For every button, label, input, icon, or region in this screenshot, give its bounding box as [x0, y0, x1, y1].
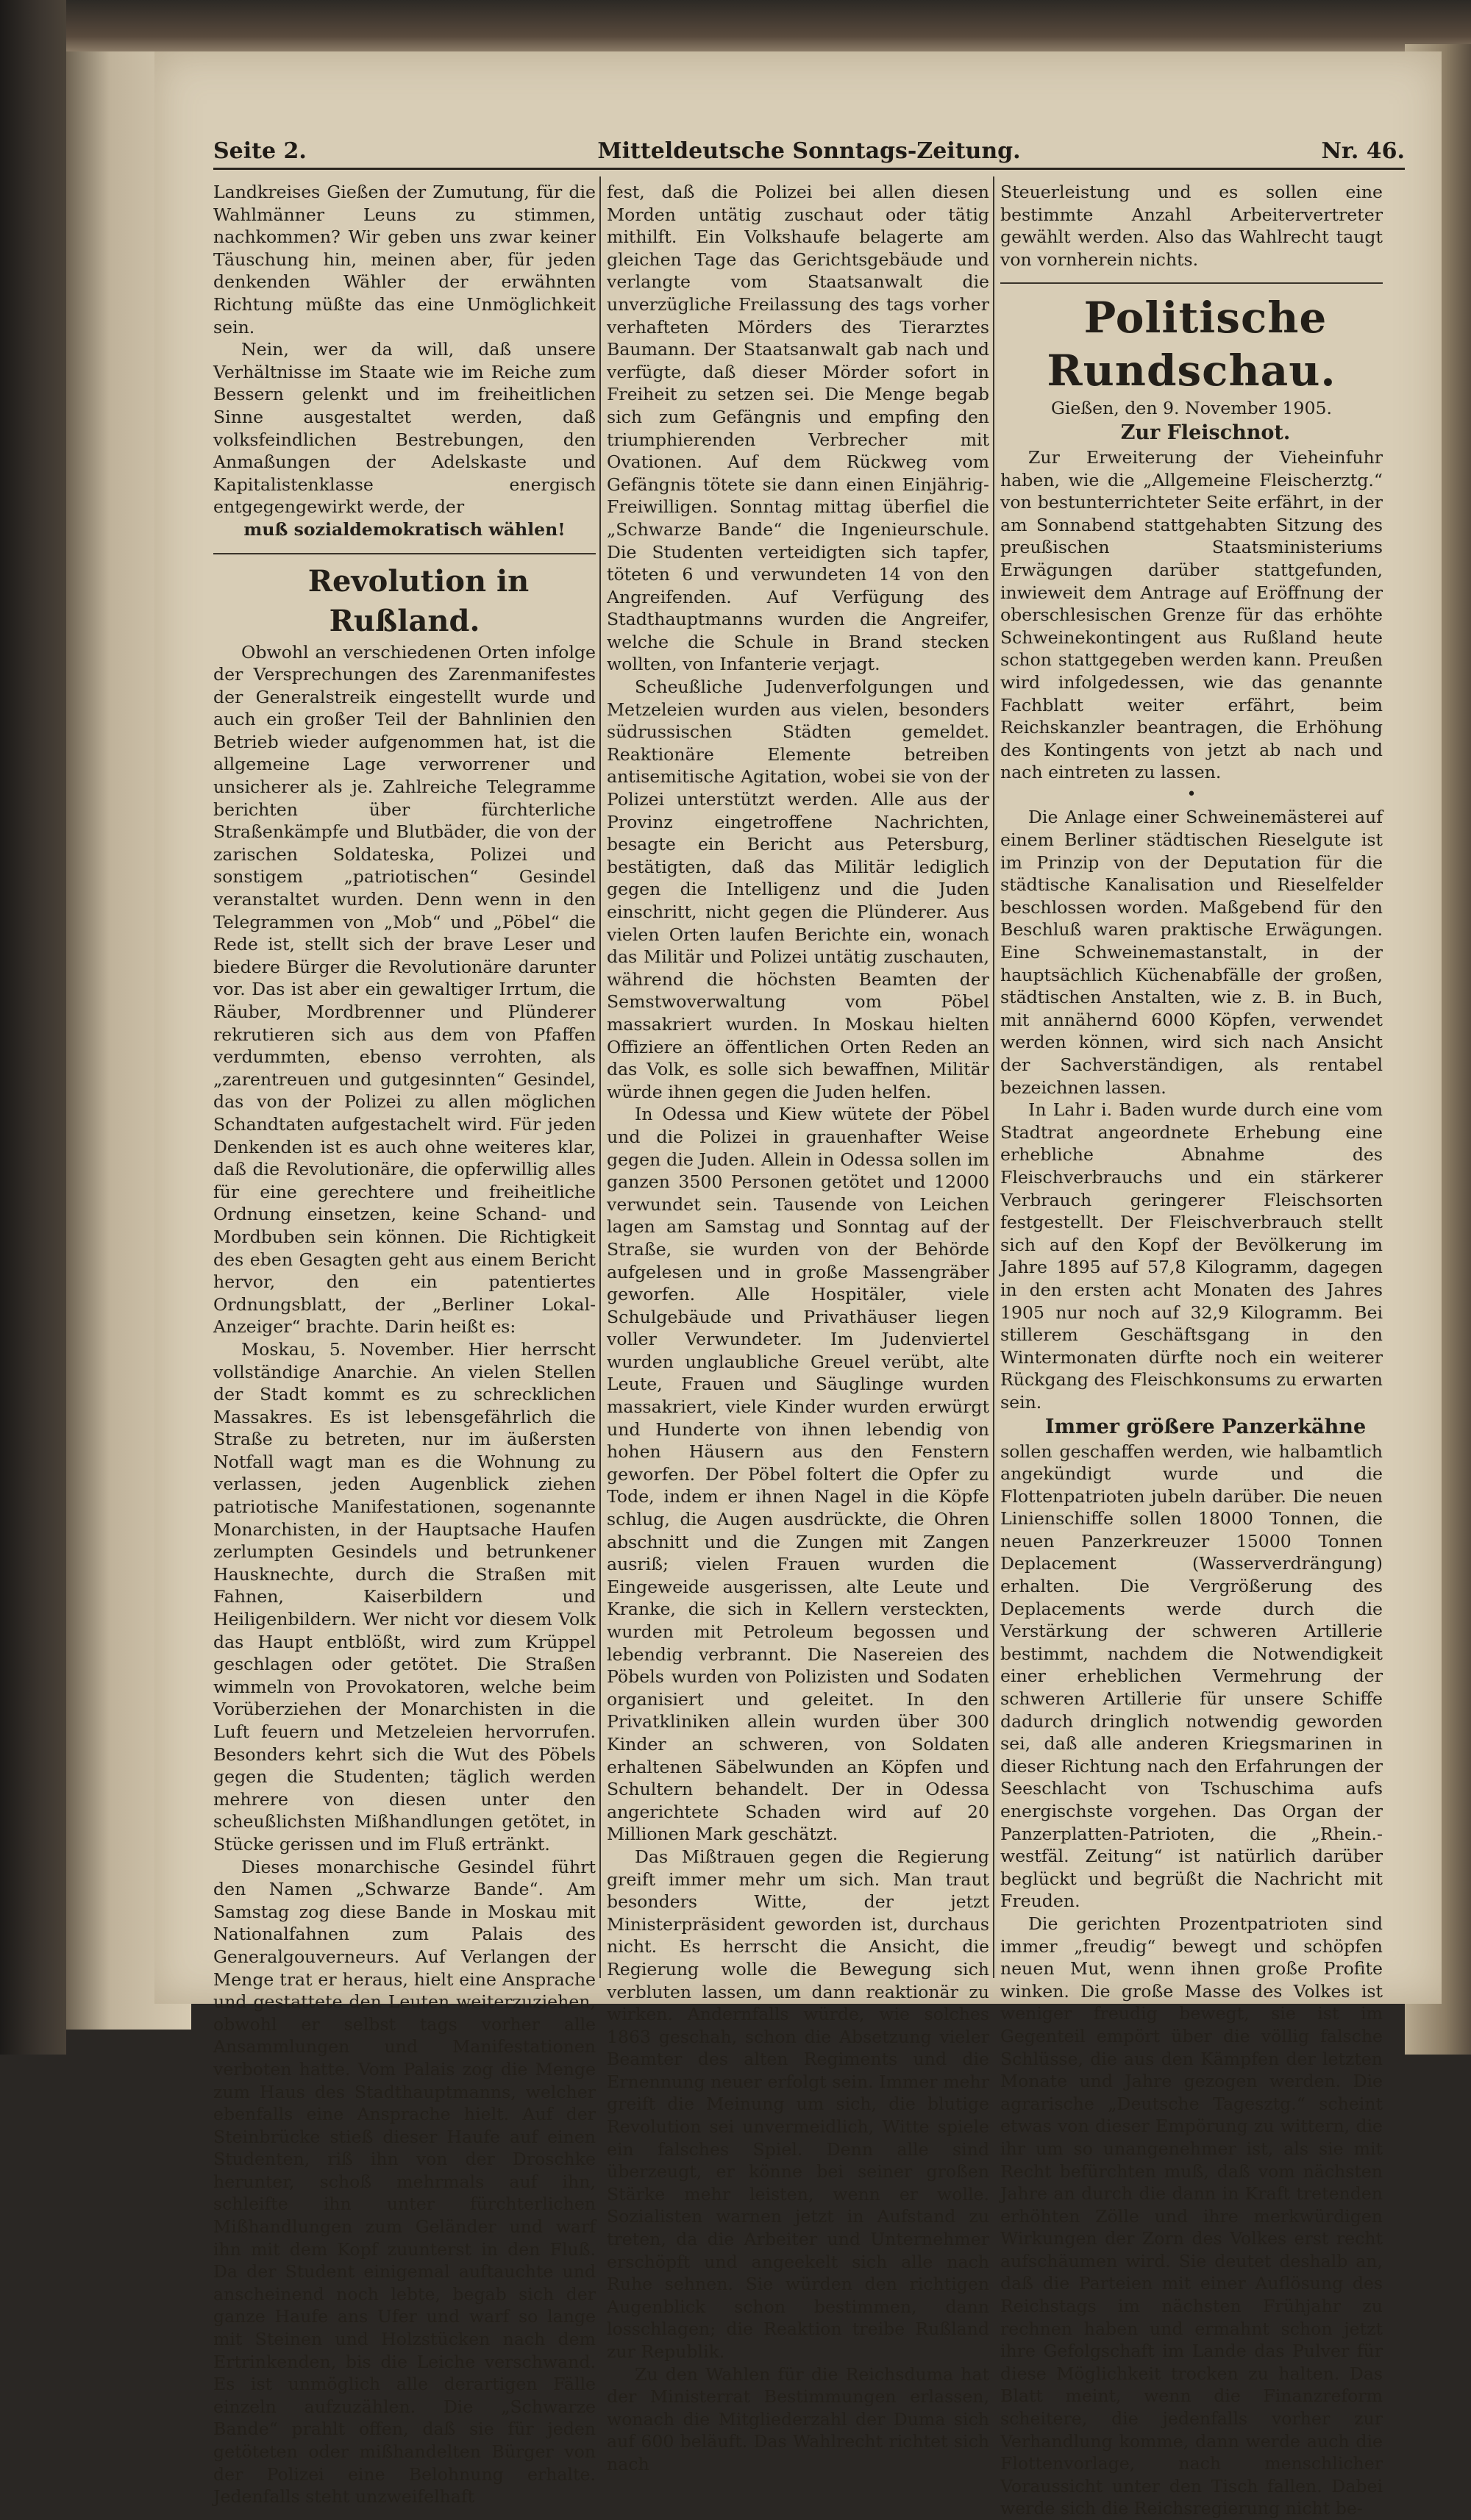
article-paragraph: Nein, wer da will, daß unsere Verhältnisse im Staate wie im Reiche zum Bessern gelenkt und im freiheitlichen Sinne ausgestaltet werden, daß volksfeindlichen Bestrebungen, den Anmaßungen der Adelskaste und Kapitalistenklasse energisch entgegengewirkt werde, der — [213, 339, 596, 518]
newspaper-page — [154, 51, 1442, 2519]
article-paragraph: Landkreises Gießen der Zumutung, für die Wahlmänner Leuns zu stimmen, nachkommen? Wir geben uns zwar keiner Täuschung hin, meinen aber, für jeden denkenden Wähler der erwähnten Richtung müßte das eine Unmöglichkeit sein. — [213, 182, 596, 338]
article-paragraph: Steuerleistung und es sollen eine bestimmte Anzahl Arbeitervertreter gewählt werden. Also das Wahlrecht taugt von vornherein nichts. — [1000, 182, 1383, 270]
article-paragraph: Die gerichten Prozentpatrioten sind immer „freudig“ bewegt und schöpfen neuen Mut, wenn ihnen große Profite winken. Die große Masse des Volkes ist weniger freudig bewegt, sie ist im Gegenteil empört über die völlig falsche Schlüsse, die aus den Kämpfen der letzten Monate und Jahre gezogen werden. Die agrarische „Deutsche Tagesztg.“ scheint etwas von dieser Empörung zu wittern, die ihr um so unangenehmer ist, als sie mit Recht befürchten muß, daß vom nächsten Jahre an durch die dann in Kraft tretenden erhöhten Zölle und ihre merkwürdigen Wirkungen der Zorn des Volkes erst recht aufschäumen wird. Sie deutet deshalb an, daß die Parteien mit einer Auflösung des Reichstags im nächsten Frühjahr zu rechnen haben und ermahnt schon jetzt ihre Gefolgschaft im Lande das Pulver für diese Möglichkeit trocken zu halten. Das Blatt meint, wenn die Finanzreform scheitere, die jedenfalls vorher zur Verhandlung komme, dann werde auch die Flottenvorlage, nach menschlicher Voraussicht unter den Tisch fallen. Dabei werde sich die Reichsregierung nicht be- — [1000, 1913, 1383, 2519]
column-3 — [1000, 181, 1383, 2520]
column-divider — [993, 176, 994, 1978]
article-paragraph: Moskau, 5. November. Hier herrscht vollständige Anarchie. An vielen Stellen der Stadt kommt es zu schrecklichen Massakres. Es ist lebensgefährlich die Straße zu betreten, nur im äußersten Notfall wagt man es die Wohnung zu verlassen, jeden Augenblick ziehen patriotische Manifestationen, sogenannte Monarchisten, in der Hauptsache Haufen zerlumpten Gesindels und betrunkener Hausknechte, durch die Straßen mit Fahnen, Kaiserbildern und Heiligenbildern. Wer nicht vor diesem Volk das Haupt entblößt, wird zum Krüppel geschlagen oder getötet. Die Straßen wimmeln von Provokatoren, welche beim Vorüberziehen der Monarchisten in die Luft feuern und Metzeleien hervorrufen. Besonders kehrt sich die Wut des Pöbels gegen die Studenten; täglich werden mehrere von diesen unter den scheußlichsten Mißhandlungen getötet, in Stücke gerissen und im Fluß ertränkt. — [213, 1338, 596, 1855]
article-paragraph: sollen geschaffen werden, wie halbamtlich angekündigt wurde und die Flottenpatrioten jubeln darüber. Die neuen Linienschiffe sollen 18000 Tonnen, die neuen Panzerkreuzer 15000 Tonnen Deplacement (Wasserverdrängung) erhalten. Die Vergrößerung des Deplacements werde durch die Verstärkung der schweren Artillerie bestimmt, nachdem die Notwendigkeit einer erheblichen Vermehrung der schweren Artillerie für unsere Schiffe dadurch dringlich notwendig geworden sei, daß alle anderen Kriegsmarinen in dieser Richtung nach den Erfahrungen der Seeschlacht von Tschuschima aufs energischste vorgehen. Das Organ der Panzerplatten-Patrioten, die „Rhein.-westfäl. Zeitung“ ist natürlich darüber beglückt und begrüßt die Nachricht mit Freuden. — [1000, 1441, 1383, 1912]
book-top-edge — [66, 0, 1471, 51]
election-slogan: muß sozialdemokratisch wählen! — [243, 518, 566, 540]
issue-number: Nr. 46. — [1321, 138, 1405, 164]
section-rule — [1000, 282, 1383, 284]
column-divider — [599, 176, 601, 1978]
article-paragraph: Die Anlage einer Schweinemästerei auf einem Berliner städtischen Rieselgute ist im Prinzip von der Deputation für die städtische Kanalisation und Rieselfelder beschlossen worden. Maßgebend für den Beschluß waren praktische Erwägungen. Eine Schweinemastanstalt, in der hauptsächlich Küchenabfälle der großen, städtischen Anstalten, wie z. B. in Buch, mit annähernd 6000 Köpfen, verwendet werden können, wird sich nach Ansicht der Sachverständigen, als rentabel bezeichnen lassen. — [1000, 807, 1383, 1098]
header-rule — [213, 168, 1405, 170]
article-headline: Revolution in Rußland. — [307, 563, 530, 638]
article-paragraph: fest, daß die Polizei bei allen diesen Morden untätig zuschaut oder tätig mithilft. Ein Volkshaufe belagerte am gleichen Tage das Gerichtsgebäude und verlangte vom Staatsanwalt die unverzügliche Freilassung des tags vorher verhafteten Mörders des Tierarztes Baumann. Der Staatsanwalt gab nach und verfügte, daß dieser Mörder sofort in Freiheit zu setzen sei. Die Menge begab sich zum Gefängnis und empfing den triumphierenden Verbrecher mit Ovationen. Auf dem Rückweg vom Gefängnis tötete sie dann einen Einjährig-Freiwilligen. Sonntag mittag überfiel die „Schwarze Bande“ die Ingenieurschule. Die Studenten verteidigten sich tapfer, töteten 6 und verwundeten 14 von den Angreifenden. Auf Verfügung des Stadthauptmanns wurden die Angreifer, welche die Schule in Brand stecken wollten, von Infanterie verjagt. — [607, 182, 989, 675]
separator-dot: • — [1186, 785, 1197, 804]
column-2 — [607, 181, 989, 2476]
article-paragraph: Zur Erweiterung der Vieheinfuhr haben, wie die „Allgemeine Fleischerztg.“ von bestunterrichteter Seite erfährt, in der am Sonnabend stattgehabten Sitzung des preußischen Staatsministeriums Erwägungen darüber stattgefunden, inwieweit dem Antrage auf Eröffnung der oberschlesischen Grenze für das erhöhte Schweinekontingent aus Rußland heute schon stattgegeben werden kann. Preußen wird infolgedessen, wie das genannte Fachblatt weiter erfährt, beim Reichskanzler beantragen, die Erhöhung des Kontingents von jetzt ab nach und nach eintreten zu lassen. — [1000, 446, 1383, 783]
newspaper-title: Mitteldeutsche Sonntags-Zeitung. — [597, 138, 1021, 164]
page-header — [213, 138, 1405, 165]
article-paragraph: Dieses monarchische Gesindel führt den Namen „Schwarze Bande“. Am Samstag zog diese Bande in Moskau mit Nationalfahnen zum Palais des Generalgouverneurs. Auf Verlangen der Menge trat er heraus, hielt eine Ansprache und gestattete den Leuten weiterzuziehen, obwohl er selbst tags vorher alle Ansammlungen und Manifestationen verboten hatte. Vom Palais zog die Menge zum Haus des Stadthauptmanns, welcher ebenfalls eine Ansprache hielt. Auf der Steinbrücke stieß dieser Haufe auf einen Studenten, riß ihn von der Droschke herunter, schoß mehrmals auf ihn, schleifte ihn unter fürchterlichen Mißhandlungen zum Geländer und warf ihn mit dem Kopf zuunterst in den Fluß. Da der Student einigemal auftauchte und anscheinend noch lebte, begab sich der ganze Haufe ans Ufer und warf so lange mit Steinen und Holzstücken nach dem Ertrinkenden, bis die Leiche verschwand. Es ist unmöglich alle derartigen Fälle einzeln aufzuzählen. Die „Schwarze Bande“ prahlt offen, daß sie für jeden getöteten oder mißhandelten Bürger von der Polizei eine Belohnung erhalte. Jedenfalls steht unzweifelhaft — [213, 1856, 596, 2507]
page-number: Seite 2. — [213, 138, 307, 164]
sub-headline: Immer größere Panzerkähne — [1044, 1415, 1367, 1438]
article-paragraph: Zu den Wahlen für die Reichsduma hat der Ministerrat Bestimmungen erlassen, wonach die Mitgliederzahl der Duma sich auf 600 beläuft. Das Wahlrecht richtet sich nach — [607, 2363, 989, 2474]
book-binding — [0, 0, 66, 2055]
article-paragraph: Scheußliche Judenverfolgungen und Metzeleien wurden aus vielen, besonders südrussischen Städten gemeldet. Reaktionäre Elemente betreiben antisemitische Agitation, wobei sie von der Polizei unterstützt werden. Alle aus der Provinz eingetroffene Nachrichten, besagte ein Bericht aus Petersburg, bestätigten, daß das Militär lediglich gegen die Intelligenz und die Juden einschritt, nicht gegen die Plünderer. Aus vielen Orten laufen Berichte ein, wonach das Militär und Polizei untätig zuschauten, während die höchsten Beamten der Semstwoverwaltung vom Pöbel massakriert wurden. In Moskau hielten Offiziere an öffentlichen Orten Reden an das Volk, es solle sich bewaffnen, Militär würde ihnen gegen die Juden helfen. — [607, 677, 989, 1102]
column-1 — [213, 181, 596, 2508]
section-rule — [213, 553, 596, 554]
article-paragraph: Obwohl an verschiedenen Orten infolge der Versprechungen des Zarenmanifestes der Generalstreik eingestellt wurde und auch ein großer Teil der Bahnlinien den Betrieb wieder aufgenommen hat, ist die allgemeine Lage verworrener und unsicherer als je. Zahlreiche Telegramme berichten über fürchterliche Straßenkämpfe und Blutbäder, die von der zarischen Soldateska, Polizei und sonstigem „patriotischen“ Gesindel veranstaltet wurden. Denn wenn in den Telegrammen von „Mob“ und „Pöbel“ die Rede ist, stellt sich der brave Leser und biedere Bürger die Revolutionäre darunter vor. Das ist aber ein gewaltiger Irrtum, die Räuber, Mordbrenner und Plünderer rekrutieren sich aus dem von Pfaffen verdummten, ebenso verrohten, als „zarentreuen und gutgesinnten“ Gesindel, das von der Polizei zu allen möglichen Schandtaten aufgestachelt wird. Für jeden Denkenden ist es auch ohne weiteres klar, daß die Revolutionäre, die opferwillig alles für eine gerechtere und freiheitliche Ordnung einsetzen, keine Schand- und Mordbuben sein können. Die Richtigkeit des eben Gesagten geht aus einem Bericht hervor, den ein patentiertes Ordnungsblatt, der „Berliner Lokal-Anzeiger“ brachte. Darin heißt es: — [213, 641, 596, 1338]
article-paragraph: In Odessa und Kiew wütete der Pöbel und die Polizei in grauenhafter Weise gegen die Juden. Allein in Odessa sollen im ganzen 3500 Personen getötet und 12000 verwundet sein. Tausende von Leichen lagen am Samstag und Sonntag auf der Straße, sie wurden von der Behörde aufgelesen und in große Massengräber geworfen. Alle Hospitäler, viele Schulgebäude und Privathäuser liegen voller Verwundeter. Im Judenviertel wurden unglaubliche Greuel verübt, alte Leute, Frauen und Säuglinge wurden massakriert, viele Kinder wurden erwürgt und Hunderte von ihnen lebendig von hohen Häusern aus den Fenstern geworfen. Der Pöbel foltert die Opfer zu Tode, indem er ihnen Nagel in die Köpfe schlug, die Augen ausdrückte, die Ohren abschnitt und die Zungen mit Zangen ausriß; vielen Frauen wurden die Eingeweide ausgerissen, alte Leute und Kranke, die sich in Kellern versteckten, wurden mit Petroleum begossen und lebendig verbrannt. Die Nasereien des Pöbels wurden von Polizisten und Sodaten organisiert und geleitet. In den Privatkliniken allein wurden über 300 Kinder an schweren, von Soldaten erhaltenen Säbelwunden an Köpfen und Schultern behandelt. Der in Odessa angerichtete Schaden wird auf 20 Millionen Mark geschätzt. — [607, 1104, 989, 1845]
section-headline: Politische Rundschau. — [1047, 293, 1336, 396]
dateline: Gießen, den 9. November 1905. — [1051, 398, 1332, 419]
sub-headline: Zur Fleischnot. — [1120, 421, 1291, 444]
article-paragraph: Das Mißtrauen gegen die Regierung greift immer mehr um sich. Man traut besonders Witte, der jetzt Ministerpräsident geworden ist, durchaus nicht. Es herrscht die Ansicht, die Regierung wolle die Bewegung sich verbluten lassen, um dann reaktionär zu wirken. Andernfalls würde, wie solches 1863 geschah, schon die Absetzung vieler Beamter des alten Regiments und die Ernennung neuer erfolgt sein. Immer mehr greift die Meinung um sich, die blutige Revolution sei unvermeidlich, Witte spiele ein falsches Spiel. Denn alle sind überzeugt, er könne bei seiner großen Stärke mehr leisten, wenn er wolle. Sozialisten warnen jetzt in Aufstand zu treten, da die Arbeiter und Unternehmer erschöpft und angeekelt sich alle nach Ruhe sehnen. Sie würden den richtigen Augenblick schon bestimmen, dann losschlagen; die Reaktion treibe Rußland zur Republik. — [607, 1846, 989, 2362]
article-paragraph: In Lahr i. Baden wurde durch eine vom Stadtrat angeordnete Erhebung eine erhebliche Abnahme des Fleischverbrauchs und ein stärkerer Verbrauch geringerer Fleischsorten festgestellt. Der Fleischverbrauch stellt sich auf den Kopf der Bevölkerung im Jahre 1895 auf 57,8 Kilogramm, dagegen in den ersten acht Monaten des Jahres 1905 nur noch auf 32,9 Kilogramm. Bei stillerem Geschäftsgang in den Wintermonaten dürfte noch ein weiterer Rückgang des Fleischkonsums zu erwarten sein. — [1000, 1099, 1383, 1413]
